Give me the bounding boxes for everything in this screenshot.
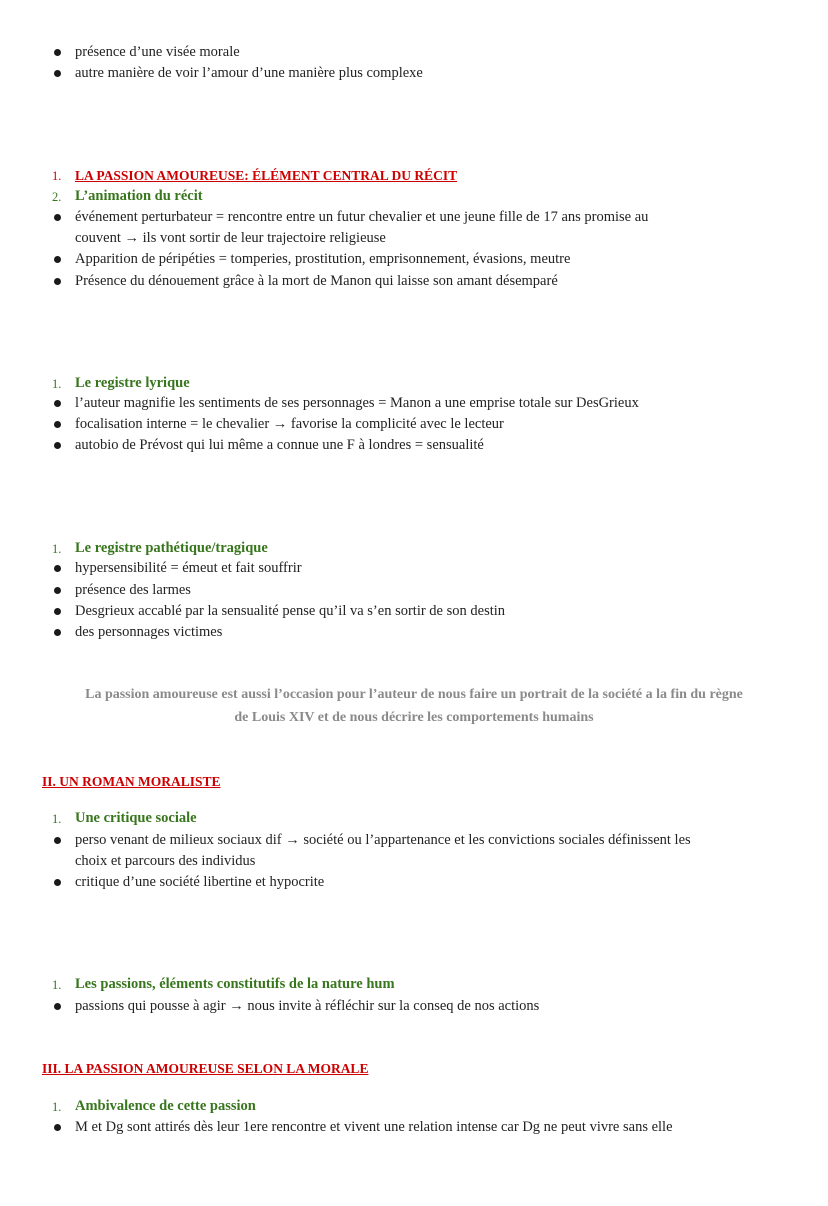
bullet-icon [54,278,61,285]
bullet-icon [54,1003,61,1010]
list-item-text: autobio de Prévost qui lui même a connue une F à londres = sensualité [75,437,484,453]
list-item-continuation: couvent → ils vont sortir de leur trajectoire religieuse [75,230,386,246]
bullet-icon [54,608,61,615]
subheading-number: 1. [52,542,62,556]
subheading-number: 1. [52,1100,62,1114]
bullet-icon [54,629,61,636]
transition-text: de Louis XIV et de nous décrire les comportements humains [234,710,594,725]
list-item-text: perso venant de milieux sociaux dif → société ou l’appartenance et les convictions sociales définissent les [75,832,691,848]
subheading-number: 1. [52,812,62,826]
part3-heading: III. LA PASSION AMOUREUSE SELON LA MORALE [42,1061,369,1076]
subheading-number: 1. [52,978,62,992]
bullet-icon [54,49,61,56]
list-item-text: autre manière de voir l’amour d’une manière plus complexe [75,65,423,81]
bullet-icon [54,400,61,407]
list-item-text: l’auteur magnifie les sentiments de ses personnages = Manon a une emprise totale sur DesGrieux [75,395,639,411]
list-item-text: hypersensibilité = émeut et fait souffrir [75,560,302,576]
subheading-text: Ambivalence de cette passion [75,1098,256,1114]
bullet-icon [54,565,61,572]
subheading-text: Les passions, éléments constitutifs de la nature hum [75,976,395,992]
subheading-number: 1. [52,377,62,391]
bullet-icon [54,442,61,449]
bullet-icon [54,214,61,221]
bullet-icon [54,421,61,428]
bullet-icon [54,1124,61,1131]
subheading-text: Le registre pathétique/tragique [75,540,268,556]
bullet-icon [54,256,61,263]
list-item-text: M et Dg sont attirés dès leur 1ere rencontre et vivent une relation intense car Dg ne peut vivre sans elle [75,1119,673,1135]
subheading-text: L’animation du récit [75,188,203,204]
subheading-text: Le registre lyrique [75,375,190,391]
list-item-text: Apparition de péripéties = tomperies, prostitution, emprisonnement, évasions, meutre [75,251,571,267]
list-item-text: des personnages victimes [75,624,223,640]
bullet-icon [54,837,61,844]
list-item-text: Présence du dénouement grâce à la mort de Manon qui laisse son amant désemparé [75,273,558,289]
subheading-text: Une critique sociale [75,810,197,826]
bullet-icon [54,879,61,886]
list-item-text: présence des larmes [75,582,191,598]
transition-text: La passion amoureuse est aussi l’occasion pour l’auteur de nous faire un portrait de la société a la fin du règne [85,687,743,702]
bullet-icon [54,587,61,594]
bullet-icon [54,70,61,77]
list-item-text: présence d’une visée morale [75,44,240,60]
list-item-text: passions qui pousse à agir → nous invite à réfléchir sur la conseq de nos actions [75,998,540,1014]
heading-number: 1. [52,169,62,183]
list-item-text: Desgrieux accablé par la sensualité pense qu’il va s’en sortir de son destin [75,603,506,619]
part2-heading: II. UN ROMAN MORALISTE [42,774,221,789]
list-item-text: focalisation interne = le chevalier → favorise la complicité avec le lecteur [75,416,504,432]
heading-text: LA PASSION AMOUREUSE: ÉLÉMENT CENTRAL DU RÉCIT [75,168,458,183]
list-item-text: critique d’une société libertine et hypocrite [75,874,325,890]
subheading-number: 2. [52,190,62,204]
list-item-continuation: choix et parcours des individus [75,853,256,869]
list-item-text: événement perturbateur = rencontre entre un futur chevalier et une jeune fille de 17 ans promise au [75,209,649,225]
